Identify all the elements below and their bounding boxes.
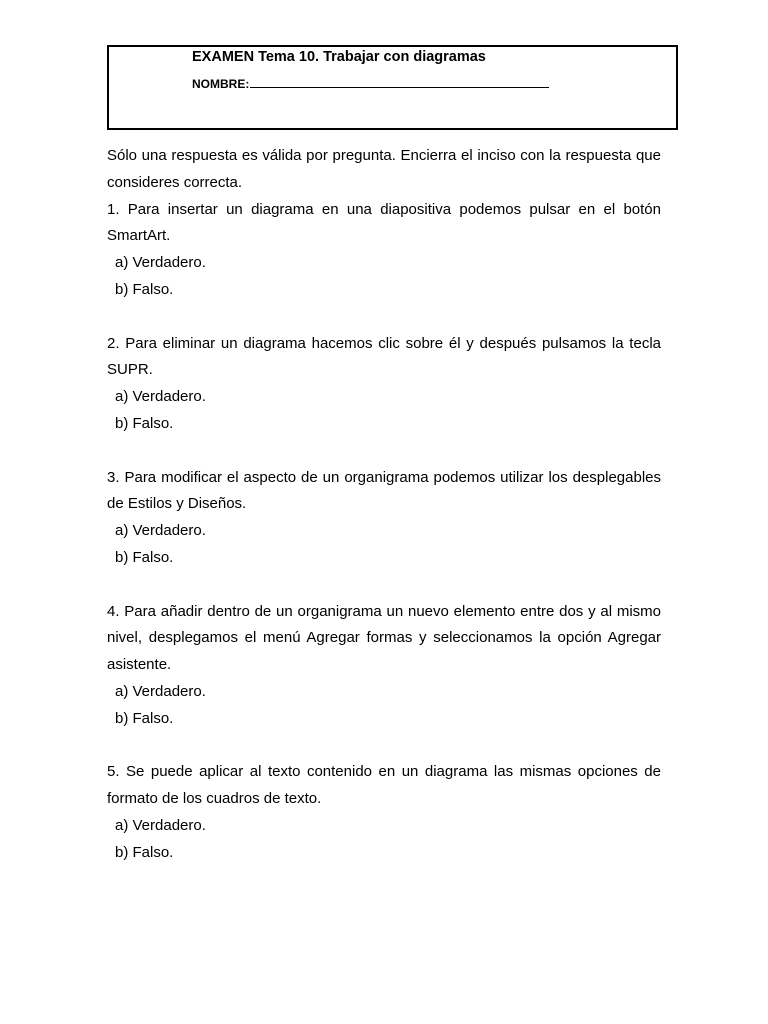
option-b: b) Falso.	[115, 414, 174, 432]
option-b: b) Falso.	[115, 709, 174, 727]
option-a: a) Verdadero.	[115, 388, 206, 406]
name-field	[192, 75, 549, 91]
spacer	[107, 733, 661, 760]
exam-title: EXAMEN Tema 10. Trabajar con diagramas	[192, 49, 486, 65]
spacer	[107, 438, 661, 465]
name-label: NOMBRE:	[192, 77, 250, 91]
instructions: Sólo una respuesta es válida por pregunta. Encierra el inciso con la respuesta que consideres correcta.	[107, 147, 661, 191]
exam-body	[107, 143, 661, 867]
option-a: a) Verdadero.	[115, 682, 206, 700]
question-5	[107, 759, 661, 866]
question-text: 5. Se puede aplicar al texto contenido en un diagrama las mismas opciones de formato de los cuadros de texto.	[107, 763, 661, 808]
option-a: a) Verdadero.	[115, 254, 206, 272]
option-a: a) Verdadero.	[115, 522, 206, 540]
exam-header-box	[107, 45, 678, 130]
option-b: b) Falso.	[115, 548, 174, 566]
option-b: b) Falso.	[115, 280, 174, 298]
question-1	[107, 197, 661, 304]
question-text: 2. Para eliminar un diagrama hacemos clic sobre él y después pulsamos la tecla SUPR.	[107, 334, 661, 379]
spacer	[107, 304, 661, 331]
question-text: 3. Para modificar el aspecto de un organigrama podemos utilizar los desplegables de Estilos y Diseños.	[107, 468, 661, 513]
option-b: b) Falso.	[115, 843, 174, 861]
question-text: 1. Para insertar un diagrama en una diapositiva podemos pulsar en el botón SmartArt.	[107, 200, 661, 245]
question-2	[107, 331, 661, 438]
question-4	[107, 599, 661, 733]
name-blank-line	[250, 75, 549, 88]
spacer	[107, 572, 661, 599]
question-3	[107, 465, 661, 572]
option-a: a) Verdadero.	[115, 816, 206, 834]
question-text: 4. Para añadir dentro de un organigrama un nuevo elemento entre dos y al mismo nivel, desplegamos el menú Agregar formas y seleccionamos la opción Agregar asistente.	[107, 602, 661, 674]
